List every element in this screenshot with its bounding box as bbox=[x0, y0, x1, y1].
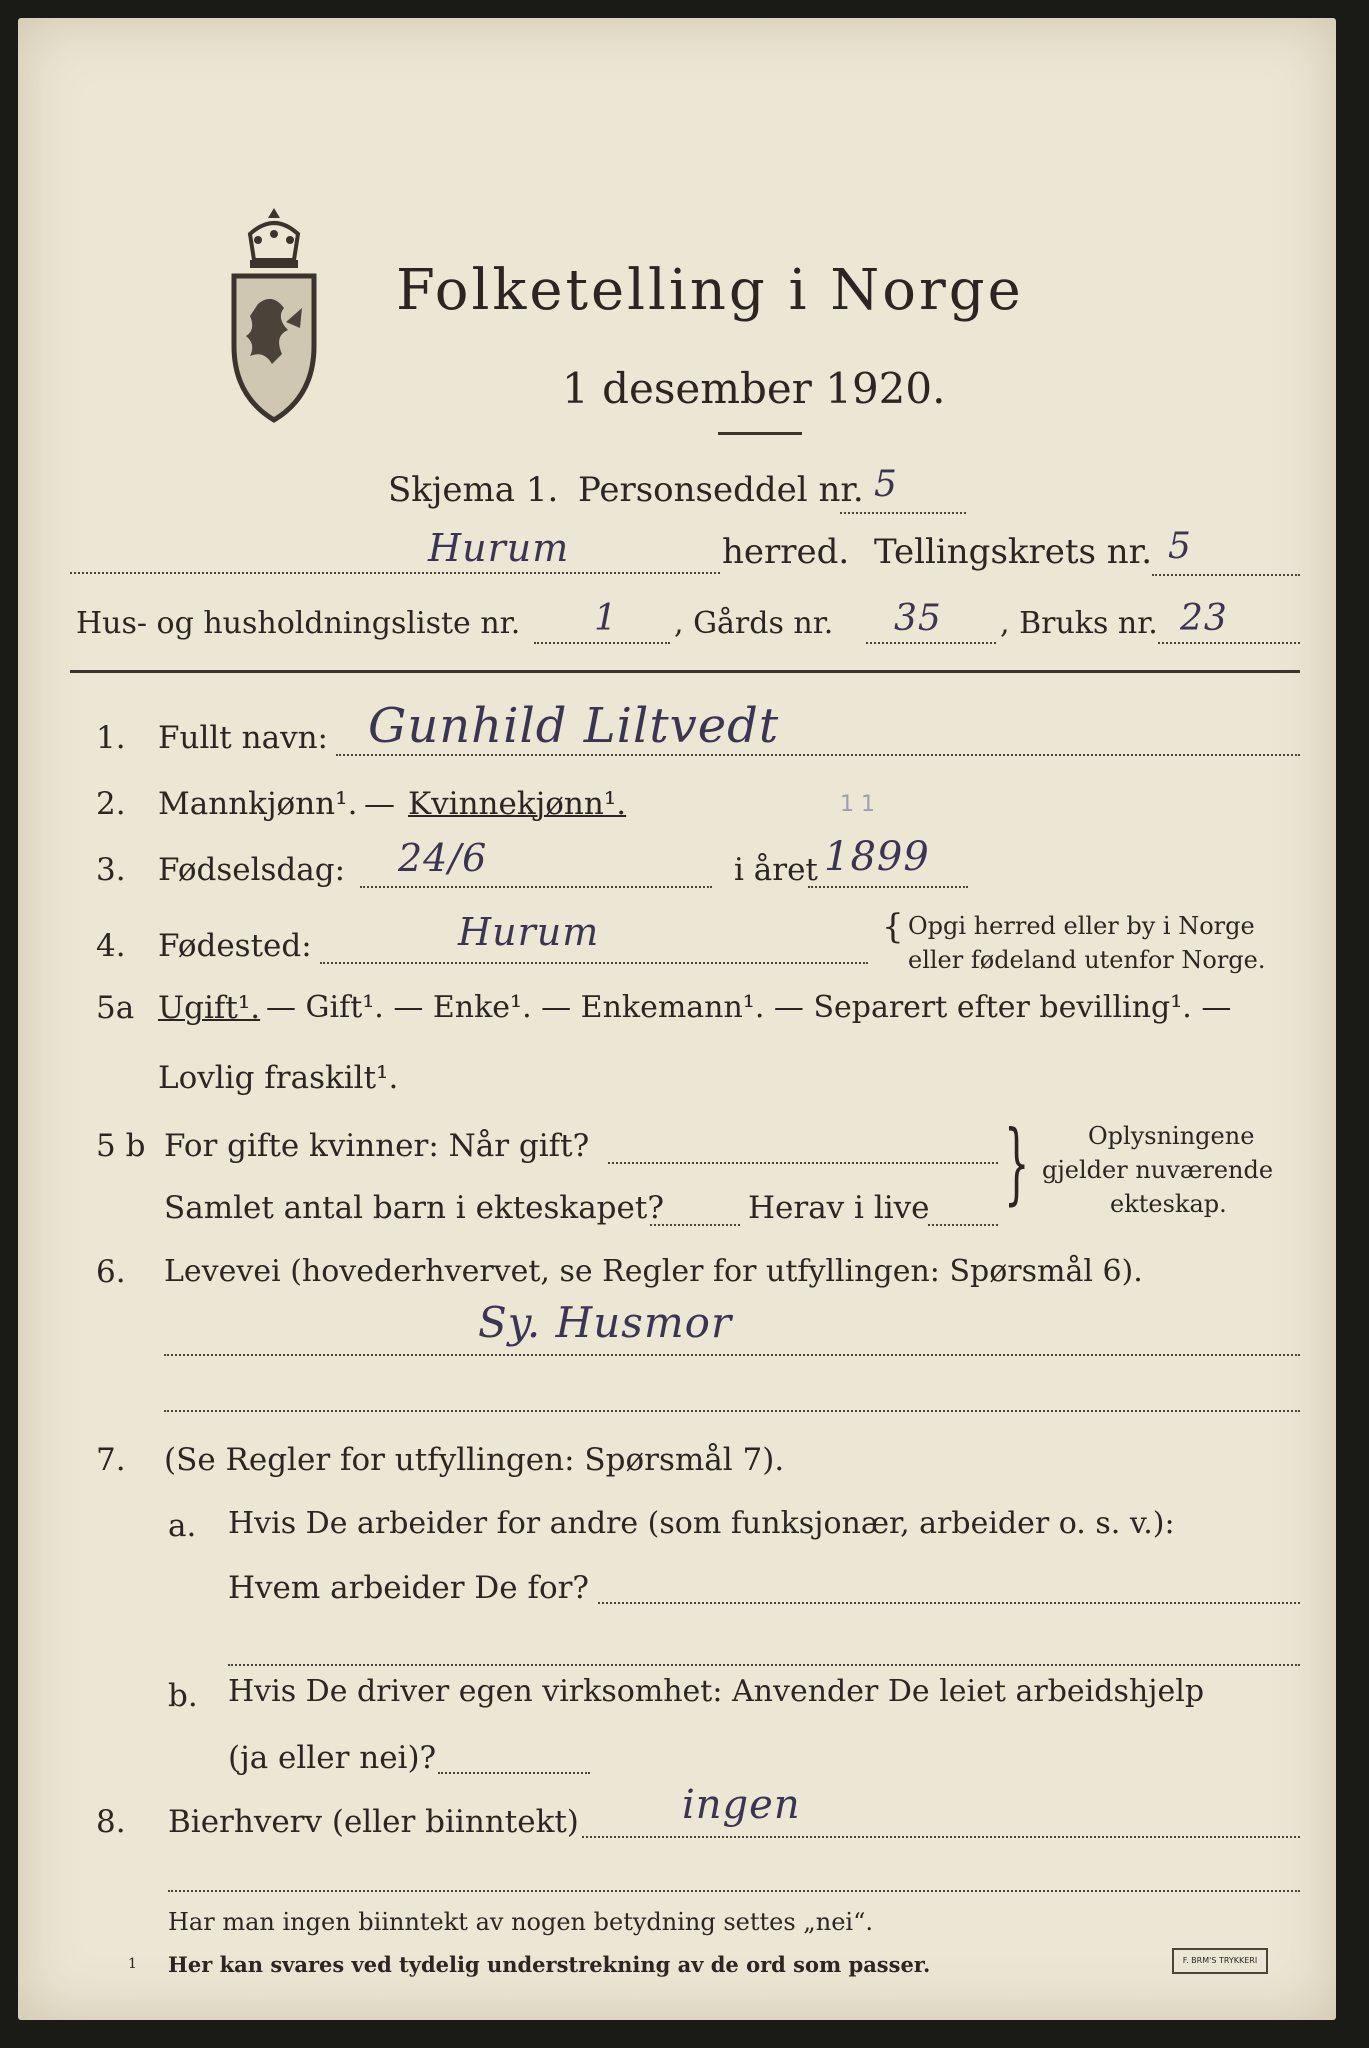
bruks-line bbox=[1158, 642, 1300, 644]
q3-label: Fødselsdag: bbox=[158, 852, 346, 888]
q3-year-value[interactable]: 1899 bbox=[824, 834, 930, 880]
q7b-letter: b. bbox=[168, 1678, 198, 1714]
q1-label: Fullt navn: bbox=[158, 720, 328, 756]
q6-label: Levevei (hovederhvervet, se Regler for utfyllingen: Spørsmål 6). bbox=[164, 1254, 1143, 1289]
q5b-note-line2: gjelder nuværende bbox=[1042, 1156, 1274, 1184]
q3-year-label: i året bbox=[734, 852, 818, 888]
q5b-note-line1: Oplysningene bbox=[1088, 1122, 1255, 1150]
personseddel-label: Personseddel nr. bbox=[578, 470, 864, 510]
footnote-text: Her kan svares ved tydelig understrekning av de ord som passer. bbox=[168, 1952, 931, 1977]
title-divider bbox=[718, 432, 802, 435]
q2-separator: — bbox=[364, 786, 395, 822]
personseddel-line bbox=[840, 512, 966, 514]
q2-number: 2. bbox=[96, 786, 126, 822]
q2-male-option[interactable]: Mannkjønn¹. bbox=[158, 786, 358, 822]
q5a-ugift-option-underlined[interactable]: Ugift¹. bbox=[158, 990, 261, 1026]
q7a-employer-label: Hvem arbeider De for? bbox=[228, 1570, 590, 1606]
q5a-lovlig-fraskilt-option[interactable]: Lovlig fraskilt¹. bbox=[158, 1060, 399, 1096]
bruks-value[interactable]: 23 bbox=[1180, 598, 1228, 639]
husliste-line bbox=[534, 642, 670, 644]
tellingskrets-label: Tellingskrets nr. bbox=[874, 532, 1153, 572]
q5b-note-bracket: } bbox=[1004, 1113, 1030, 1215]
bruks-label: , Bruks nr. bbox=[1000, 606, 1158, 641]
q3-line bbox=[360, 886, 712, 888]
husliste-label: Hus- og husholdningsliste nr. bbox=[76, 606, 521, 641]
q4-number: 4. bbox=[96, 928, 126, 964]
q8-line bbox=[582, 1836, 1300, 1838]
printer-stamp: F. BRM'S TRYKKERI bbox=[1172, 1948, 1268, 1974]
q8-line-2 bbox=[168, 1890, 1300, 1892]
q3-birthdate-value[interactable]: 24/6 bbox=[398, 836, 488, 880]
q4-note-line2: eller fødeland utenfor Norge. bbox=[908, 946, 1266, 974]
q3-year-line bbox=[808, 886, 968, 888]
q7a-employer-line bbox=[598, 1602, 1300, 1604]
q8-number: 8. bbox=[96, 1804, 126, 1840]
q7a-letter: a. bbox=[168, 1508, 197, 1544]
q1-full-name-value[interactable]: Gunhild Liltvedt bbox=[368, 698, 780, 754]
q1-number: 1. bbox=[96, 720, 126, 756]
q5b-alive-line bbox=[928, 1224, 998, 1226]
form-title: Folketelling i Norge bbox=[396, 258, 1024, 323]
q5b-married-line bbox=[608, 1162, 998, 1164]
q4-note-bracket: { bbox=[882, 907, 904, 947]
pencil-mark: 1 1 bbox=[840, 792, 875, 817]
q6-line-2 bbox=[164, 1410, 1300, 1412]
census-date: 1 desember 1920. bbox=[562, 364, 946, 413]
q7a-label: Hvis De arbeider for andre (som funksjonær, arbeider o. s. v.): bbox=[228, 1506, 1175, 1541]
q8-label: Bierhverv (eller biinntekt) bbox=[168, 1804, 579, 1840]
header-separator bbox=[70, 670, 1300, 673]
q7b-label: Hvis De driver egen virksomhet: Anvender De leiet arbeidshjelp bbox=[228, 1674, 1205, 1709]
q2-female-option-underlined[interactable]: Kvinnekjønn¹. bbox=[408, 786, 627, 822]
q6-occupation-value[interactable]: Sy. Husmor bbox=[478, 1298, 733, 1347]
q5b-note-line3: ekteskap. bbox=[1110, 1190, 1227, 1218]
footer-note: Har man ingen biinntekt av nogen betydning settes „nei“. bbox=[168, 1908, 873, 1936]
personseddel-value[interactable]: 5 bbox=[874, 464, 898, 505]
herred-label: herred. bbox=[722, 532, 850, 572]
q6-line-1 bbox=[164, 1354, 1300, 1356]
q5a-other-options[interactable]: — Gift¹. — Enke¹. — Enkemann¹. — Separert efter bevilling¹. — bbox=[266, 990, 1232, 1025]
husliste-value[interactable]: 1 bbox=[594, 598, 618, 639]
q3-number: 3. bbox=[96, 852, 126, 888]
gards-value[interactable]: 35 bbox=[894, 598, 942, 639]
q5a-number: 5a bbox=[96, 990, 135, 1026]
skjema-label: Skjema 1. bbox=[388, 470, 559, 510]
norway-coat-of-arms-emblem bbox=[228, 204, 320, 424]
q4-birthplace-value[interactable]: Hurum bbox=[458, 910, 600, 954]
q1-line bbox=[336, 754, 1300, 756]
footnote-mark: 1 bbox=[128, 1956, 137, 1972]
q5b-children-line bbox=[650, 1224, 740, 1226]
q7b-ja-nei-label: (ja eller nei)? bbox=[228, 1740, 437, 1776]
census-form-sheet bbox=[18, 18, 1336, 2020]
q4-label: Fødested: bbox=[158, 928, 312, 964]
tellingskrets-line bbox=[1152, 574, 1300, 576]
q7-number: 7. bbox=[96, 1442, 126, 1478]
q4-note-line1: Opgi herred eller by i Norge bbox=[908, 912, 1255, 940]
herred-line bbox=[70, 572, 720, 574]
q6-number: 6. bbox=[96, 1254, 126, 1290]
q5b-alive-label: Herav i live bbox=[748, 1190, 930, 1226]
q7b-line bbox=[438, 1772, 590, 1774]
q4-line bbox=[320, 962, 868, 964]
q7a-line-2 bbox=[228, 1664, 1300, 1666]
tellingskrets-value[interactable]: 5 bbox=[1168, 526, 1192, 567]
herred-value[interactable]: Hurum bbox=[428, 526, 570, 570]
q7-label: (Se Regler for utfyllingen: Spørsmål 7). bbox=[164, 1442, 785, 1478]
q5b-label: For gifte kvinner: Når gift? bbox=[164, 1128, 590, 1164]
q5b-number: 5 b bbox=[96, 1128, 146, 1164]
gards-label: , Gårds nr. bbox=[674, 606, 834, 641]
gards-line bbox=[866, 642, 996, 644]
q5b-children-label: Samlet antal barn i ekteskapet? bbox=[164, 1190, 664, 1226]
q8-side-income-value[interactable]: ingen bbox=[682, 1782, 801, 1828]
